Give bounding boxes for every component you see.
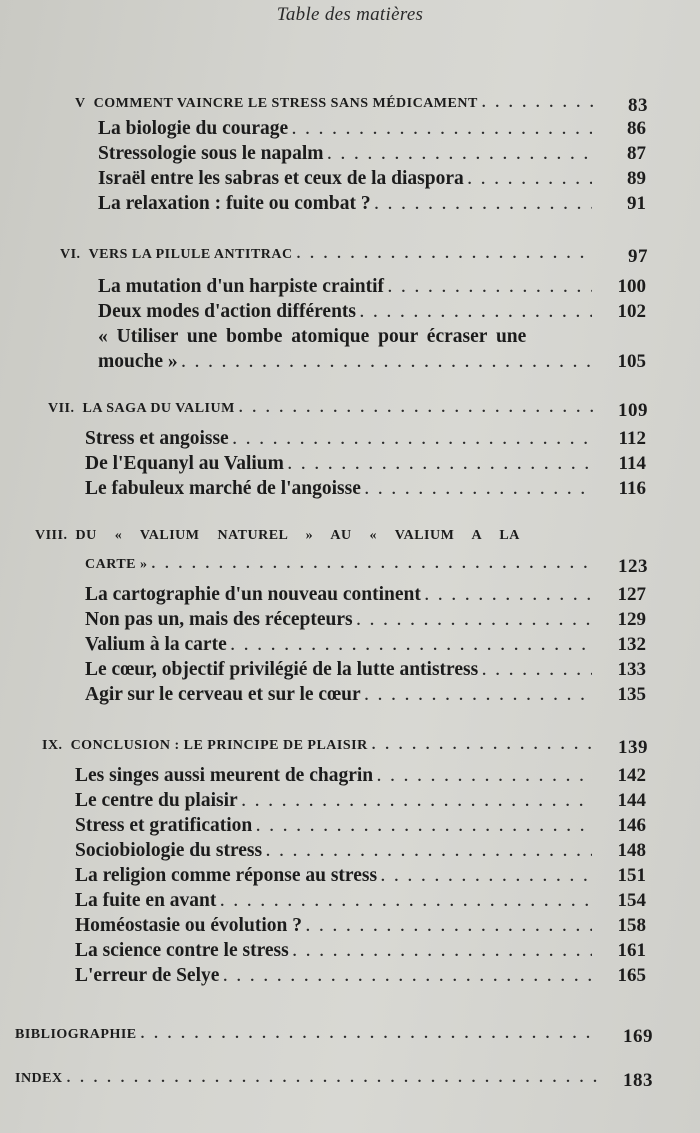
chapter-title: VERS LA PILULE ANTITRAC [88, 247, 293, 262]
page-number: 97 [628, 246, 648, 267]
entry-title: Sociobiologie du stress [75, 840, 263, 861]
page-number: 91 [627, 193, 646, 214]
page-number: 100 [617, 276, 646, 297]
chapter-title: DU « VALIUM NATUREL » AU « VALIUM A LA [75, 528, 520, 543]
leader-dots [360, 305, 592, 322]
toc-entry[interactable] [98, 168, 646, 190]
toc-entry[interactable] [85, 428, 646, 450]
chapter-number: VI. [60, 247, 81, 262]
page-number: 109 [618, 400, 648, 421]
toc-entry[interactable] [85, 584, 646, 606]
leader-dots [141, 1026, 599, 1043]
toc-entry[interactable] [75, 890, 646, 912]
page-number: 132 [617, 634, 646, 655]
leader-dots [372, 737, 594, 754]
entry-title: La mutation d'un harpiste craintif [98, 276, 385, 297]
entry-title: Valium à la carte [85, 634, 227, 655]
chapter-number: V [75, 96, 86, 111]
leader-dots [365, 482, 592, 499]
page-number: 183 [623, 1070, 653, 1091]
entry-title: La cartographie d'un nouveau continent [85, 584, 421, 605]
page-number: 102 [617, 301, 646, 322]
leader-dots [223, 969, 592, 986]
toc-entry[interactable] [75, 965, 646, 987]
chapter-title: LA SAGA DU VALIUM [82, 401, 235, 416]
leader-dots [388, 280, 592, 297]
entry-title: Stress et gratification [75, 815, 253, 836]
page-number: 89 [627, 168, 646, 189]
page-number: 112 [618, 428, 646, 449]
leader-dots [242, 794, 592, 811]
leader-dots [239, 400, 594, 417]
toc-entry[interactable] [85, 609, 646, 631]
page-number: 161 [617, 940, 646, 961]
entry-title: De l'Equanyl au Valium [85, 453, 284, 474]
page-number: 114 [618, 453, 646, 474]
leader-dots [377, 769, 592, 786]
toc-entry[interactable] [98, 301, 646, 323]
entry-title: Le cœur, objectif privilégié de la lutte antistress [85, 659, 479, 680]
toc-entry[interactable] [85, 659, 646, 681]
chapter-number: VII. [48, 401, 75, 416]
leader-dots [292, 122, 592, 139]
leader-dots [220, 894, 592, 911]
toc-entry[interactable] [75, 765, 646, 787]
entry-title: Stressologie sous le napalm [98, 143, 324, 164]
entry-title-continued: mouche » [98, 351, 178, 372]
page-title: Table des matières [276, 4, 424, 25]
chapter-heading[interactable] [48, 400, 648, 421]
leader-dots [328, 147, 592, 164]
leader-dots [482, 95, 594, 112]
leader-dots [152, 556, 594, 573]
page-number: 148 [617, 840, 646, 861]
toc-entry[interactable] [75, 915, 646, 937]
leader-dots [67, 1070, 599, 1087]
chapter-heading[interactable] [75, 95, 648, 116]
page-number: 116 [618, 478, 646, 499]
toc-entry[interactable] [85, 634, 646, 656]
page-number: 151 [617, 865, 646, 886]
index-title: INDEX [15, 1071, 63, 1086]
page-number: 123 [618, 556, 648, 577]
leader-dots [293, 944, 592, 961]
entry-title: La fuite en avant [75, 890, 217, 911]
leader-dots [381, 869, 592, 886]
bibliography-heading[interactable] [15, 1026, 653, 1047]
page-number: 165 [617, 965, 646, 986]
chapter-heading[interactable] [35, 528, 600, 544]
page-number: 169 [623, 1026, 653, 1047]
entry-title: Les singes aussi meurent de chagrin [75, 765, 374, 786]
entry-title: La biologie du courage [98, 118, 289, 139]
toc-entry[interactable] [85, 453, 646, 475]
page-number: 105 [617, 351, 646, 372]
leader-dots [375, 197, 592, 214]
leader-dots [297, 246, 594, 263]
entry-title: Le centre du plaisir [75, 790, 238, 811]
leader-dots [231, 638, 592, 655]
page-number: 139 [618, 737, 648, 758]
bibliography-title: BIBLIOGRAPHIE [15, 1027, 137, 1042]
toc-entry[interactable] [98, 276, 646, 298]
page-number: 86 [627, 118, 646, 139]
entry-title: Non pas un, mais des récepteurs [85, 609, 353, 630]
page-number: 158 [617, 915, 646, 936]
toc-entry[interactable] [98, 143, 646, 165]
entry-title: La relaxation : fuite ou combat ? [98, 193, 371, 214]
entry-title: « Utiliser une bombe atomique pour écraser une [98, 326, 527, 347]
chapter-title-continued: CARTE » [85, 557, 148, 572]
entry-title: Stress et angoisse [85, 428, 229, 449]
leader-dots [256, 819, 592, 836]
page-number: 127 [617, 584, 646, 605]
leader-dots [357, 613, 592, 630]
toc-entry[interactable] [75, 790, 646, 812]
entry-title: La science contre le stress [75, 940, 289, 961]
toc-entry[interactable] [75, 940, 646, 962]
toc-entry[interactable] [98, 193, 646, 215]
page-number: 133 [617, 659, 646, 680]
leader-dots [266, 844, 592, 861]
entry-title: La religion comme réponse au stress [75, 865, 378, 886]
entry-title: Deux modes d'action différents [98, 301, 357, 322]
page-number: 142 [617, 765, 646, 786]
entry-title: Israël entre les sabras et ceux de la diaspora [98, 168, 464, 189]
toc-entry[interactable] [75, 840, 646, 862]
toc-entry[interactable] [85, 478, 646, 500]
leader-dots [288, 457, 592, 474]
chapter-number: VIII. [35, 528, 68, 543]
chapter-title: COMMENT VAINCRE LE STRESS SANS MÉDICAMENT [93, 96, 478, 111]
chapter-heading[interactable] [60, 246, 648, 267]
page-number: 146 [617, 815, 646, 836]
page-number: 144 [617, 790, 646, 811]
toc-entry[interactable] [85, 684, 646, 706]
toc-entry[interactable] [75, 865, 646, 887]
entry-title: Agir sur le cerveau et sur le cœur [85, 684, 361, 705]
entry-title: Homéostasie ou évolution ? [75, 915, 302, 936]
leader-dots [468, 172, 592, 189]
page-number: 135 [617, 684, 646, 705]
chapter-number: IX. [42, 738, 63, 753]
chapter-title: CONCLUSION : LE PRINCIPE DE PLAISIR [70, 738, 368, 753]
chapter-heading[interactable] [42, 737, 648, 758]
entry-title: Le fabuleux marché de l'angoisse [85, 478, 361, 499]
toc-entry[interactable] [98, 326, 598, 348]
toc-entry[interactable] [98, 118, 646, 140]
leader-dots [482, 663, 592, 680]
leader-dots [182, 355, 592, 372]
entry-title: L'erreur de Selye [75, 965, 220, 986]
chapter-heading-continued[interactable] [85, 556, 648, 577]
page-number: 154 [617, 890, 646, 911]
page-number: 129 [617, 609, 646, 630]
toc-entry-continued[interactable] [98, 351, 646, 373]
index-heading[interactable] [15, 1070, 653, 1091]
leader-dots [365, 688, 592, 705]
leader-dots [233, 432, 592, 449]
leader-dots [425, 588, 592, 605]
page-number: 83 [628, 95, 648, 116]
toc-entry[interactable] [75, 815, 646, 837]
page-number: 87 [627, 143, 646, 164]
leader-dots [306, 919, 592, 936]
